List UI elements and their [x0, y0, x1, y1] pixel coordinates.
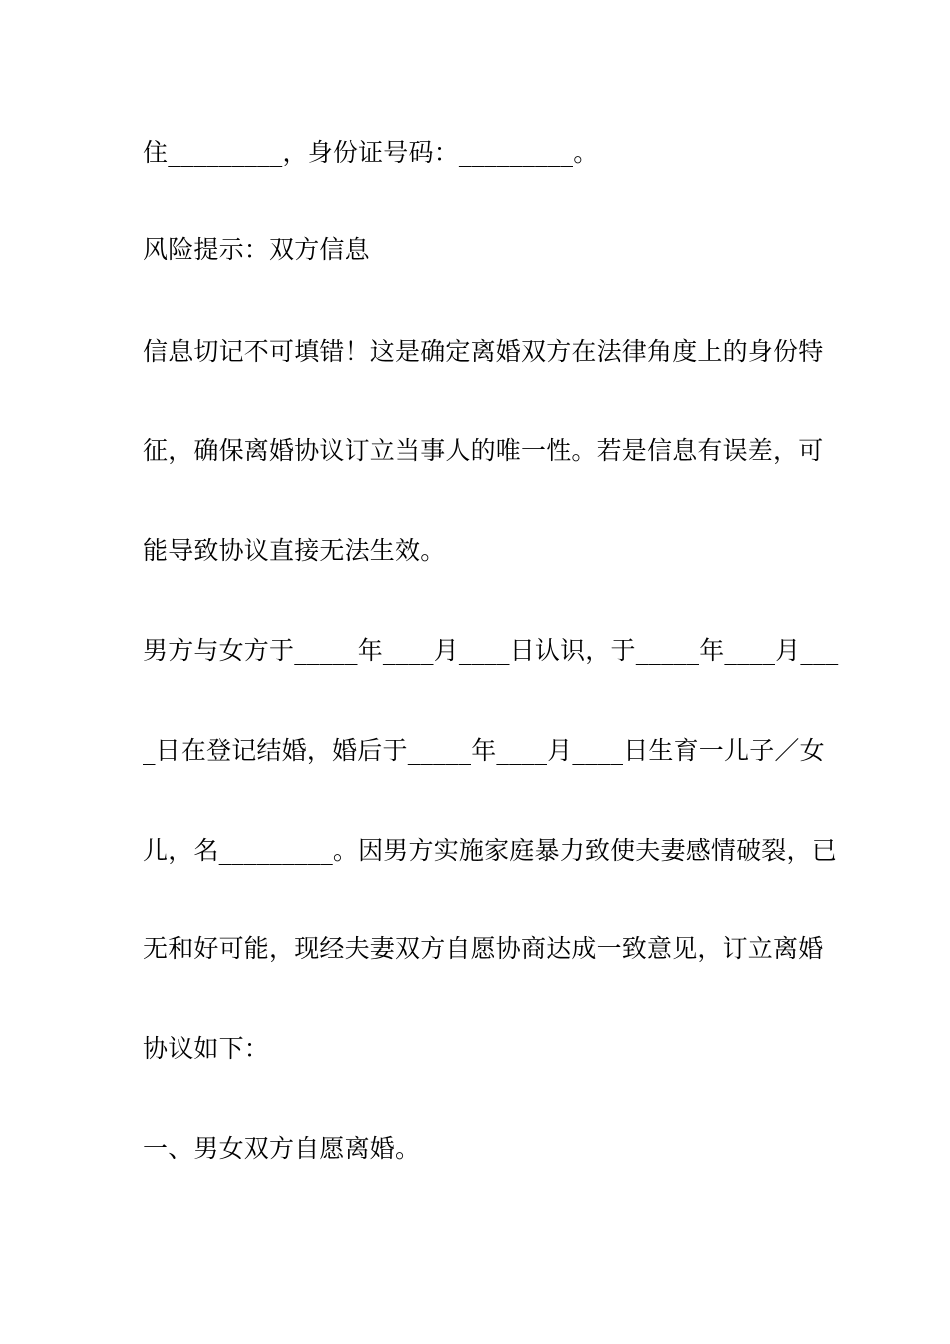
text-line: 儿，名_________。因男方实施家庭暴力致使夫妻感情破裂，已 [143, 836, 837, 865]
text-line: 无和好可能，现经夫妻双方自愿协商达成一致意见，订立离婚 [143, 934, 824, 963]
clause-heading: 一、男女双方自愿离婚。 [143, 1134, 421, 1163]
text-line: 住_________，身份证号码：_________。 [143, 138, 599, 167]
text-line: 能导致协议直接无法生效。 [143, 536, 446, 565]
text-line: _日在登记结婚，婚后于_____年____月____日生育一儿子／女 [143, 736, 825, 765]
text-line: 信息切记不可填错！这是确定离婚双方在法律角度上的身份特 [143, 337, 824, 366]
risk-tip-heading: 风险提示：双方信息 [143, 235, 370, 264]
text-line: 协议如下： [143, 1034, 270, 1063]
text-line: 男方与女方于_____年____月____日认识，于_____年____月___ [143, 636, 839, 665]
text-line: 征，确保离婚协议订立当事人的唯一性。若是信息有误差，可 [143, 436, 824, 465]
